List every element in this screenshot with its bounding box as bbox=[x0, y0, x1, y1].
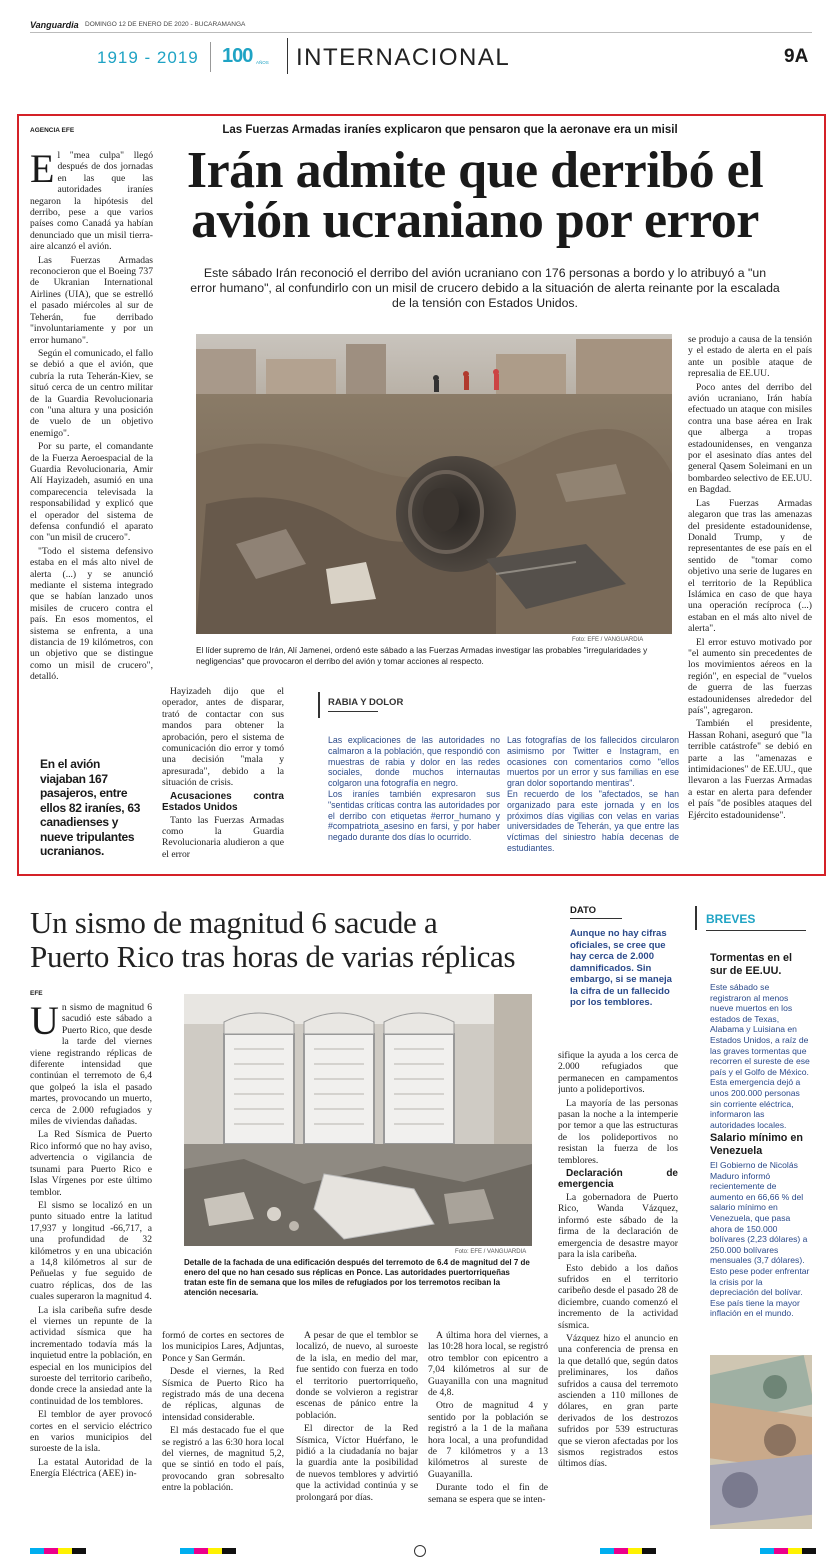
lead-column-4 bbox=[688, 334, 812, 869]
subheading: Acusaciones contra Estados Unidos bbox=[162, 790, 284, 813]
agency-byline: EFE bbox=[30, 990, 43, 997]
paragraph: formó de cortes en sectores de los municipios Lares, Adjuntas, Ponce y San Germán. bbox=[162, 1330, 284, 1364]
registration-magenta bbox=[614, 1548, 628, 1554]
registration-crosshair-icon bbox=[414, 1545, 426, 1557]
paragraph: La estatal Autoridad de la Energía Eléctrica (AEE) in- bbox=[30, 1456, 152, 1480]
breve-2-text: El Gobierno de Nicolás Maduro informó recientemente de aumento en 66,66 % del salario mínimo en Venezuela, que pasa ahora de 150.000 bolívares (2,23 dólares) a 250.000 bolívares mensuales (3,7 dólares). Esto pese poder enfrentar la crisis por la depreciación del bolívar. Ese país tiene la mayor inflación en el mundo. bbox=[710, 1160, 810, 1319]
paragraph: Según el comunicado, el fallo se debió a que el avión, que cubría la ruta Teherán-Kiev, se situó cerca de un centro militar de la Guardia Revolucionaria con "una altura y una posición de vuelo de un objetivo enemigo". bbox=[30, 347, 153, 439]
kicker: Las Fuerzas Armadas iraníes explicaron que pensaron que la aeronave era un misil bbox=[222, 124, 678, 136]
masthead-rule bbox=[30, 32, 812, 33]
registration-yellow bbox=[58, 1548, 72, 1554]
photo-credit: Foto: EFE / VANGUARDIA bbox=[572, 637, 644, 643]
registration-yellow bbox=[628, 1548, 642, 1554]
lead-column-2 bbox=[162, 686, 284, 866]
paragraph: Desde el viernes, la Red Sísmica de Puerto Rico ha registrado más de una decena de réplicas, algunas de intensidad considerable. bbox=[162, 1366, 284, 1423]
paragraph: "Todo el sistema defensivo estaba en el más alto nivel de alerta (...) y se anunció mediante el sistema integrado que se habían lanzado unos misiles de crucero contra el país. En esos momentos, el sistema se enfrenta, a una distancia de 19 kilómetros, con un objetivo que se distingue como un misil de crucero", detalló. bbox=[30, 545, 153, 683]
divider bbox=[210, 42, 211, 72]
paragraph: Esto debido a los daños sufridos en el territorio caribeño desde el pasado 28 de diciembre, cuando comenzó el incremento de la actividad sísmica. bbox=[558, 1262, 678, 1331]
photo-credit: Foto: EFE / VANGUARDIA bbox=[455, 1249, 527, 1255]
registration-magenta bbox=[774, 1548, 788, 1554]
quake-column-2 bbox=[162, 1330, 284, 1530]
dateline: DOMINGO 12 DE ENERO DE 2020 - BUCARAMANGA bbox=[85, 21, 246, 28]
agency-byline: AGENCIA EFE bbox=[30, 127, 75, 134]
divider bbox=[287, 38, 288, 74]
paragraph: A pesar de que el temblor se localizó, de nuevo, al suroeste de la isla, en medio del mar, fue sentido con fuerza en todo el territorio puertorriqueño, donde se volvieron a registrar escenas de pánico entre la población. bbox=[296, 1330, 418, 1421]
box-title-rule bbox=[328, 711, 378, 712]
dato-text: Aunque no hay cifras oficiales, se cree que hay cerca de 2.000 damnificados. Sin embargo, si se maneja la cifra de un fallecido por los temblores. bbox=[570, 928, 672, 1008]
paragraph: Por su parte, el comandante de la Fuerza Aeroespacial de la Guardia Revolucionaria, Amir Alí Hayizadeh, asumió en una comparecencia televisada la responsabilidad y explicó que el operador del sistema de defensa confundió el aparato con "un misil de crucero". bbox=[30, 441, 153, 544]
paragraph: Otro de magnitud 4 y sentido por la población se registró a la 1 de la mañana hora local, a una profundidad de 7 kilómetros y a 13 kilómetros al sureste de Guayanilla. bbox=[428, 1400, 548, 1480]
registration-black bbox=[802, 1548, 816, 1554]
breve-1-title: Tormentas en el sur de EE.UU. bbox=[710, 952, 792, 977]
paragraph: Hayizadeh dijo que el operador, antes de disparar, trató de contactar con sus mandos para obtener la aprobación, pero el sistema de comunicación dio error y tomó una decisión "mala y apresurada", debido a la situación de crisis. bbox=[162, 686, 284, 789]
box-column-1 bbox=[328, 735, 500, 843]
dato-rule bbox=[570, 918, 622, 919]
paragraph: El temblor de ayer provocó cortes en el servicio eléctrico en varios municipios del suroeste de la isla. bbox=[30, 1409, 152, 1455]
lead-column-1 bbox=[30, 150, 153, 710]
paragraph: Las explicaciones de las autoridades no calmaron a la población, que respondió con muestras de rabia y dolor en las redes sociales, donde muchos internautas colgaron una fotografía en negro. bbox=[328, 735, 500, 789]
paragraph: A última hora del viernes, a las 10:28 hora local, se registró otro temblor con epicentro a 7,04 kilómetros al sur de Guayanilla con una magnitud de 4,8. bbox=[428, 1330, 548, 1399]
registration-yellow bbox=[208, 1548, 222, 1554]
facade-illustration bbox=[184, 994, 532, 1246]
paragraph: El error estuvo motivado por "el aumento sin precedentes de los movimientos aéreos en la región", en especial de "vuelos de guerra de las fuerzas estadounidenses alrededor del país", agregaron. bbox=[688, 636, 812, 716]
headline-line-2: avión ucraniano por error bbox=[191, 192, 759, 249]
paragraph: Los iraníes también expresaron sus "sentidas críticas contra las autoridades por el derribo con etiquetas #error_humano y #compatriota_asesino en farsi, y por haber negado durante dos días lo ocurrido. bbox=[328, 788, 500, 843]
paragraph: sifique la ayuda a los cerca de 2.000 refugiados que permanecen en campamentos junto a polideportivos. bbox=[558, 1050, 678, 1096]
paragraph: La mayoría de las personas pasan la noche a la intemperie por temor a que las estructuras de los polideportivos no resistan la fuerza de los temblores. bbox=[558, 1097, 678, 1166]
paragraph: El sismo se localizó en un punto situado entre la latitud 17,937 y longitud -66,717, a una profundidad de 32 kilómetros y en una ubicación a 14,8 kilómetros al sur de Peñuelas y fue seguido de cuatro réplicas, dos de las cuales superaron la magnitud 4. bbox=[30, 1199, 152, 1303]
paragraph: La isla caribeña sufre desde el viernes un repunte de la actividad sísmica que ha incrementado todavía más la inquietud entre la población, en especial en los municipios del suroeste del territorio caribeño, donde crece la ansiedad ante la continuidad de los temblores. bbox=[30, 1304, 152, 1407]
box-title-marker bbox=[318, 692, 320, 718]
anniversary-logo: 100 bbox=[222, 45, 253, 67]
earthquake-facade-photo bbox=[184, 994, 532, 1246]
paragraph: l "mea culpa" llegó después de dos jornadas en las que las autoridades iraníes negaron la hipótesis del derribo, pese a que varios países como Canadá ya habían denunciado que un misil tierra-aire alcanzó el avión. bbox=[30, 150, 153, 253]
paragraph: Vázquez hizo el anuncio en una conferencia de prensa en la que detalló que, según datos preliminares, los daños sufridos a causa del terremoto ascienden a 110 millones de dólares, en gran parte derivados de los destrozos sufridos por 539 estructuras que se vieron afectadas por los sismos registrados estos últimos días. bbox=[558, 1332, 678, 1470]
anniversary-years: 1919 - 2019 bbox=[97, 48, 199, 67]
paragraph: Las Fuerzas Armadas alegaron que tras las amenazas del presidente estadounidense, Donald Trump, y de representantes de ese país en el sentido de "tomar como objetivo una serie de lugares en el territorio de la República Islámica en caso de que haya una operación recíproca (...) estaban en el más alto nivel de alerta". bbox=[688, 497, 812, 635]
brand-name: Vanguardia bbox=[30, 20, 79, 30]
breves-title: BREVES bbox=[706, 912, 756, 926]
drop-cap: E bbox=[30, 150, 55, 191]
registration-black bbox=[72, 1548, 86, 1554]
paragraph: se produjo a causa de la tensión y el estado de alerta en el país ante un posible ataque de represalia de EE.UU. bbox=[688, 334, 812, 380]
quake-column-4 bbox=[428, 1330, 548, 1530]
registration-black bbox=[642, 1548, 656, 1554]
breve-2-title: Salario mínimo en Venezuela bbox=[710, 1132, 803, 1157]
photo-caption: Detalle de la fachada de una edificación después del terremoto de 6.4 de magnitud del 7 de enero del que no han cesado sus réplicas en Ponce. Las autoridades puertorriqueñas tratan este fin de semana que los miles de refugiados por los terremotos reciban la atención necesaria. bbox=[184, 1258, 530, 1297]
section-title: INTERNACIONAL bbox=[296, 44, 511, 71]
deck: Este sábado Irán reconoció el derribo del avión ucraniano con 176 personas a bordo y lo atribuyó a "un error humano", al confundirlo con un misil de crucero debido a la situación de alerta reinante por la escalada de la tensión con Estados Unidos. bbox=[190, 266, 780, 310]
registration-black bbox=[222, 1548, 236, 1554]
paragraph: Tanto las Fuerzas Armadas como la Guardia Revolucionaria aludieron a que el error bbox=[162, 814, 284, 860]
dato-title: DATO bbox=[570, 905, 597, 916]
registration-cyan bbox=[30, 1548, 44, 1554]
banknotes-illustration bbox=[710, 1355, 812, 1529]
banknotes-photo bbox=[710, 1355, 812, 1529]
box-title: RABIA Y DOLOR bbox=[328, 697, 404, 708]
crash-site-illustration bbox=[196, 334, 672, 634]
quake-column-1 bbox=[30, 1002, 152, 1530]
registration-magenta bbox=[194, 1548, 208, 1554]
lead-headline bbox=[160, 142, 790, 249]
quake-column-3 bbox=[296, 1330, 418, 1530]
paragraph: El más destacado fue el que se registró a las 6:30 hora local del viernes, de magnitud 5,2, que se sintió en todo el país, provocando gran sobresalto entre la población. bbox=[162, 1425, 284, 1494]
registration-cyan bbox=[760, 1548, 774, 1554]
subheading: Declaración de emergencia bbox=[558, 1168, 678, 1191]
headline-line-1: Un sismo de magnitud 6 sacude a bbox=[30, 905, 438, 940]
photo-caption: El líder supremo de Irán, Alí Jamenei, ordenó este sábado a las Fuerzas Armadas investigar las probables "irregularidades y negligencias" que provocaron el derribo del avión y tomar acciones al respecto. bbox=[196, 646, 648, 666]
quake-headline bbox=[30, 906, 560, 974]
crash-site-photo bbox=[196, 334, 672, 634]
paragraph: Las Fuerzas Armadas reconocieron que el Boeing 737 de Ukranian International Airlines (UIA), que se estrelló el pasado miércoles al sur de Teherán, fue derribado "involuntariamente y por un error humano". bbox=[30, 254, 153, 346]
headline-line-1: Irán admite que derribó el bbox=[186, 142, 764, 199]
paragraph: Poco antes del derribo del avión ucraniano, Irán había efectuado un ataque con misiles contra una base aérea en Irak que alberga a tropas estadounidenses, en venganza por el asesinato días antes del general Qasem Soleimani en un bombardeo selectivo de EE.UU. en Bagdad. bbox=[688, 381, 812, 496]
anniversary-word: AÑOS bbox=[256, 60, 269, 65]
box-column-2 bbox=[507, 735, 679, 854]
paragraph: La gobernadora de Puerto Rico, Wanda Vázquez, informó este sábado de la firma de la declaración de emergencia de desastre mayor para la isla caribeña. bbox=[558, 1192, 678, 1261]
paragraph: En recuerdo de los "afectados, se han organizado para este jornada y en los próximos días vigilias con velas en varias universidades de Teherán, ya que entre las víctimas del siniestro había decenas de estudiantes. bbox=[507, 788, 679, 853]
registration-yellow bbox=[788, 1548, 802, 1554]
registration-magenta bbox=[44, 1548, 58, 1554]
breves-marker bbox=[695, 906, 697, 930]
registration-cyan bbox=[180, 1548, 194, 1554]
breve-1-text: Este sábado se registraron al menos nueve muertos en los estados de Texas, Alabama y Luisiana en Estados Unidos, a raíz de las graves tormentas que recorren el sureste de ese país y el Golfo de México. Esta emergencia dejó a unos 200.000 personas sin corriente eléctrica, informaron las autoridades locales. bbox=[710, 982, 810, 1130]
paragraph: n sismo de magnitud 6 sacudió este sábado a Puerto Rico, que desde la tarde del viernes viene registrando réplicas de diferente intensidad que continúan el terremoto de 6,4 que golpeó la isla el pasado martes, provocando un muerto, cerca de 2.000 refugiados y miles de viviendas dañadas. bbox=[30, 1002, 152, 1128]
drop-cap: U bbox=[30, 1002, 59, 1043]
breves-rule bbox=[706, 930, 806, 931]
registration-cyan bbox=[600, 1548, 614, 1554]
page-number: 9A bbox=[784, 46, 809, 67]
headline-line-2: Puerto Rico tras horas de varias réplicas bbox=[30, 939, 516, 974]
paragraph: Las fotografías de los fallecidos circularon asimismo por Twitter e Instagram, en ocasiones con comentarios como "ellos muertos por un error y sus familias en ese gran dolor soportando mentiras". bbox=[507, 735, 679, 789]
paragraph: También el presidente, Hassan Rohani, aseguró que "la terrible catástrofe" se debió en parte a las "amenazas e intimidaciones" de EE.UU., que llevaron a las Fuerzas Armadas a estar en alerta para defender el país "de posibles ataques del Ejército estadounidense". bbox=[688, 718, 812, 821]
paragraph: La Red Sísmica de Puerto Rico informó que no hay aviso, advertencia o vigilancia de tsunami para Puerto Rico e Islas Vírgenes por este último temblor. bbox=[30, 1129, 152, 1198]
paragraph: El director de la Red Sísmica, Víctor Huérfano, le pidió a la ciudadanía no bajar la guardia ante la posibilidad de nuevos temblores y advirtió que la actividad continúa y se prolongará por días. bbox=[296, 1423, 418, 1503]
paragraph: Durante todo el fin de semana se espera que se inten- bbox=[428, 1482, 548, 1505]
pullquote: En el avión viajaban 167 pasajeros, entre ellos 82 iraníes, 63 canadienses y nueve tripulantes ucranianos. bbox=[40, 757, 141, 858]
quake-column-5 bbox=[558, 1050, 678, 1530]
